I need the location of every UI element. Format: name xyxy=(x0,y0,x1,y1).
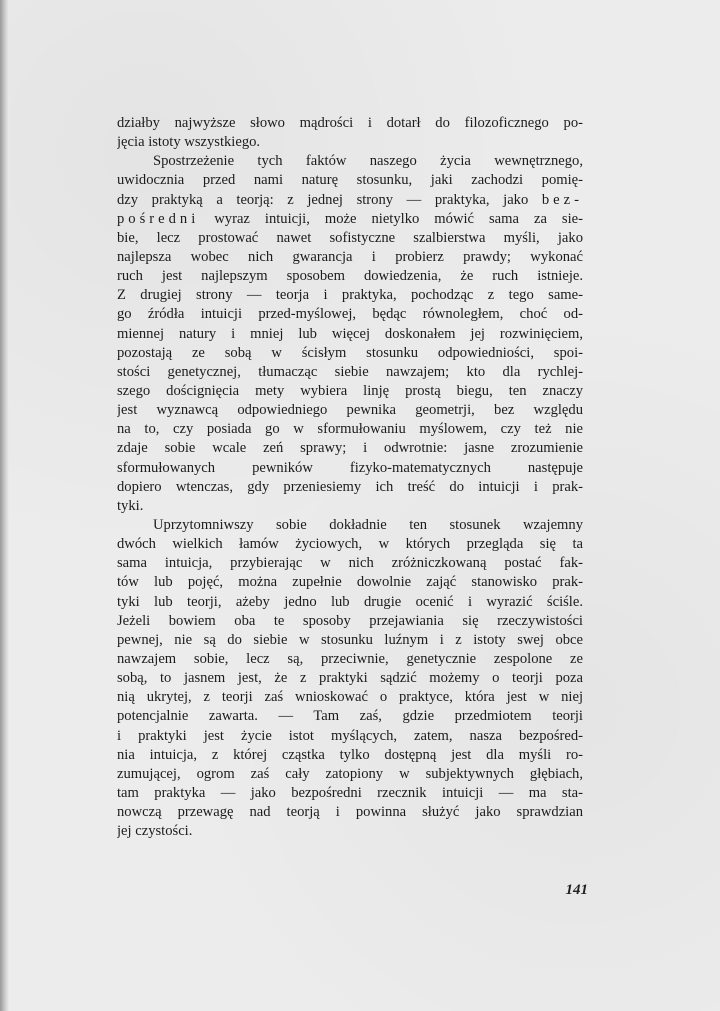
text-line: zdaje sobie wcale zeń sprawy; i odwrotnie: jasne zrozumienie xyxy=(117,440,583,457)
text-line: miennej natury i mniej lub więcej doskonałem jej rozwinięciem, xyxy=(117,325,583,342)
text-line: uwidocznia przed nami naturę stosunku, jaki zachodzi pomię- xyxy=(117,172,583,189)
spaced-emphasis-word: pośredni xyxy=(117,210,200,227)
page-binding-edge xyxy=(0,0,9,1011)
text-line: bie, lecz prostować nawet sofistyczne szalbierstwa myśli, jako xyxy=(117,229,583,246)
text-line: dopiero wtenczas, gdy przeniesiemy ich treść do intuicji i prak- xyxy=(117,478,583,495)
text-segment: wyraz intuicji, może nietylko mówić sama za sie- xyxy=(199,210,583,227)
text-line: pewnej, nie są do siebie w stosunku luźnym i z istoty swej obce xyxy=(117,631,583,648)
text-line: potencjalnie zawarta. — Tam zaś, gdzie przedmiotem teorji xyxy=(117,708,583,725)
text-line: nawzajem sobie, lecz są, przeciwnie, genetycznie zespolone ze xyxy=(117,650,583,667)
text-line: tyki. xyxy=(117,497,144,514)
text-line: ruch jest najlepszym sposobem dowiedzenia, że ruch istnieje. xyxy=(117,268,583,285)
text-segment: dzy praktyką a teorją: z jednej strony — praktyka, jako xyxy=(117,191,542,208)
text-line: jęcia istoty wszystkiego. xyxy=(117,134,261,151)
text-line: szego doścignięcia mety wybiera linję prostą biegu, ten znaczy xyxy=(117,382,583,399)
text-line: nowczą przewagę nad teorją i powinna służyć jako sprawdzian xyxy=(117,804,583,821)
text-line: nią ukrytej, z teorji zaś wnioskować o praktyce, która jest w niej xyxy=(117,689,583,706)
text-line: sformułowanych pewników fizyko-matematycznych następuje xyxy=(117,459,583,476)
paragraph-start-line: Spostrzeżenie tych faktów naszego życia wewnętrznego, xyxy=(153,153,583,170)
text-line: sobą, to jasnem jest, że z praktyki sądzić możemy o teorji poza xyxy=(117,670,583,687)
text-line-mixed xyxy=(117,210,583,229)
text-line: jej czystości. xyxy=(117,823,193,840)
text-line: pozostają ze sobą w ścisłym stosunku odpowiedniości, spoi- xyxy=(117,344,583,361)
text-line: tam praktyka — jako bezpośredni rzecznik intuicji — ma sta- xyxy=(117,784,583,801)
text-line: najlepsza wobec nich gwarancja i probierz prawdy; wykonać xyxy=(117,248,583,265)
text-line: nia intuicja, z której cząstka tylko dostępną jest dla myśli ro- xyxy=(117,746,583,763)
text-line: tów lub pojęć, można zupełnie dowolnie zająć stanowisko prak- xyxy=(117,574,583,591)
text-line: sama intuicja, przybierając w nich zróżniczkowaną postać fak- xyxy=(117,555,583,572)
text-line: zumującej, ogrom zaś cały zatopiony w subjektywnych głębiach, xyxy=(117,765,583,782)
text-line: działby najwyższe słowo mądrości i dotarł do filozoficznego po- xyxy=(117,115,583,131)
text-line: i praktyki jest życie istot myślących, zatem, nasza bezpośred- xyxy=(117,727,583,744)
body-text xyxy=(117,114,583,841)
text-line: Jeżeli bowiem oba te sposoby przejawiania się rzeczywistości xyxy=(117,612,583,629)
text-line: stości genetycznej, tłumacząc siebie nawzajem; kto dla rychlej- xyxy=(117,363,583,380)
text-line: Z drugiej strony — teorja i praktyka, pochodząc z tego same- xyxy=(117,287,583,304)
paragraph-start-line: Uprzytomniwszy sobie dokładnie ten stosunek wzajemny xyxy=(153,516,583,533)
text-line: na to, czy posiada go w sformułowaniu myślowem, czy też nie xyxy=(117,421,583,438)
text-line: go źródła intuicji przed-myślowej, będąc równoległem, choć od- xyxy=(117,306,583,323)
text-line-mixed xyxy=(117,191,583,210)
text-line: tyki lub teorji, ażeby jedno lub drugie ocenić i wyrazić ściśle. xyxy=(117,593,583,610)
page-number: 141 xyxy=(565,882,588,898)
text-line: jest wyznawcą odpowiedniego pewnika geometrji, bez względu xyxy=(117,402,583,419)
text-line: dwóch wielkich łamów życiowych, w których przegląda się ta xyxy=(117,536,583,553)
spaced-emphasis-word: bez- xyxy=(541,191,583,208)
